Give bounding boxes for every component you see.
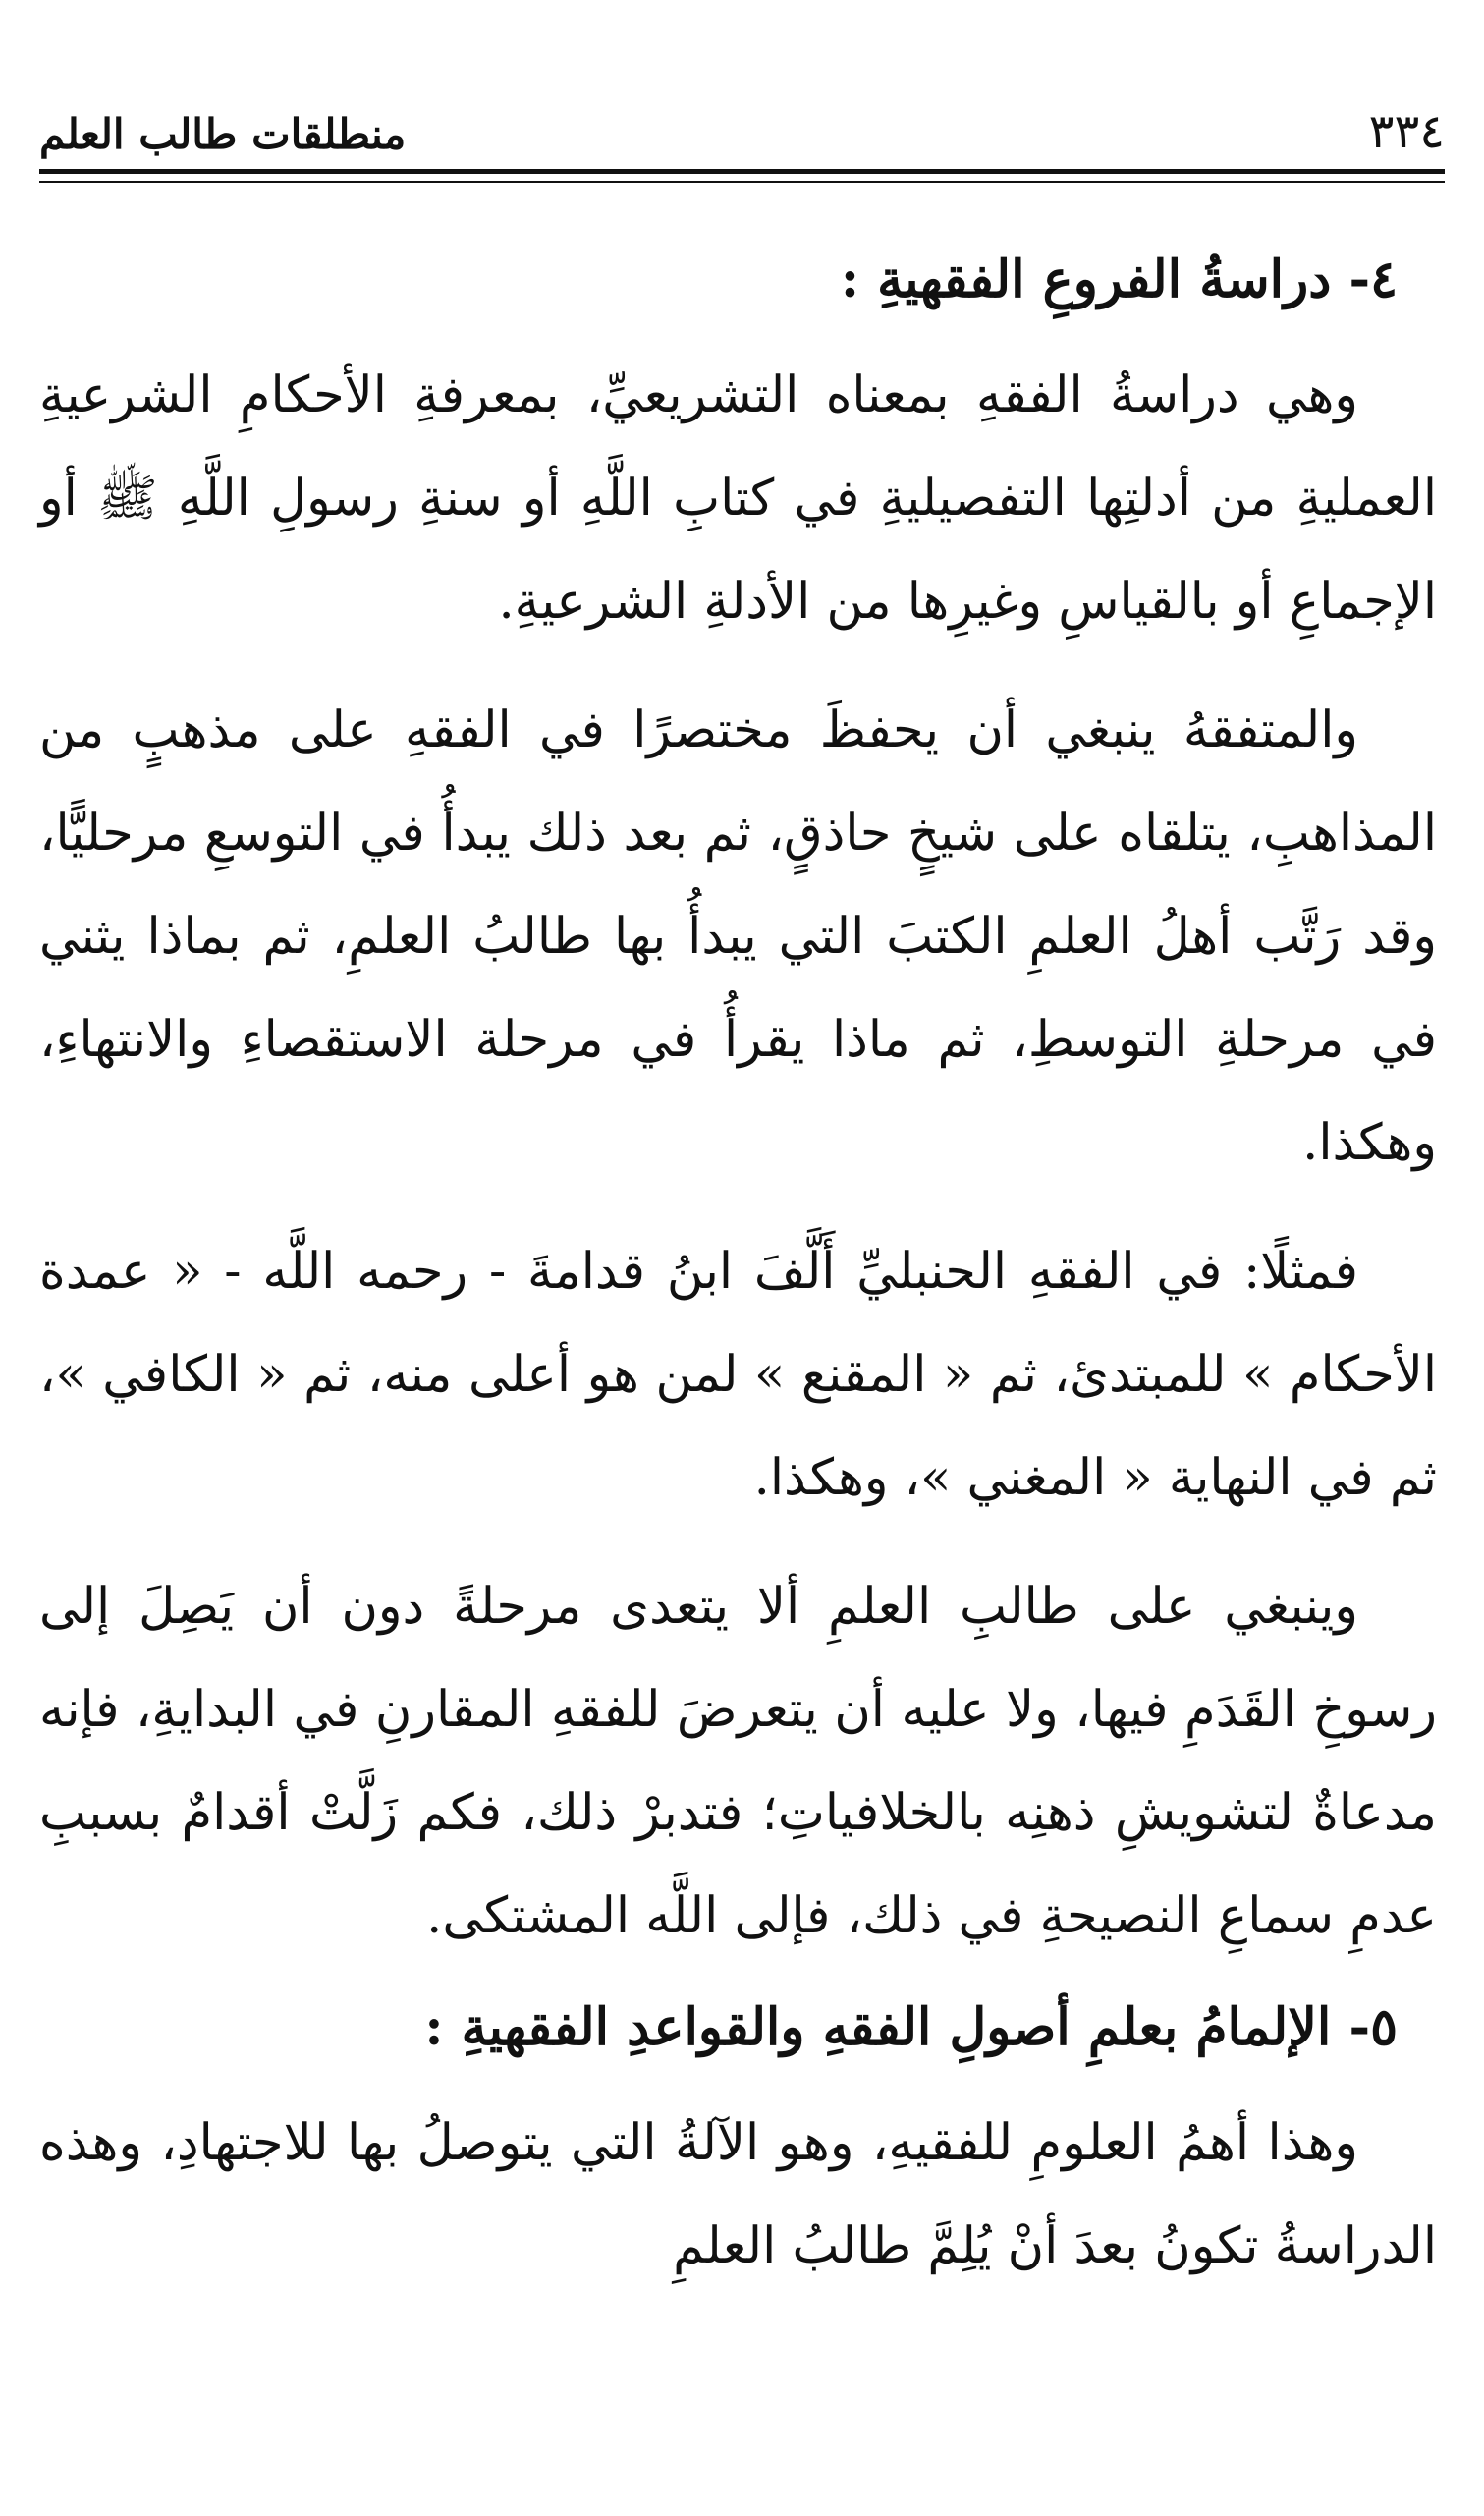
running-title: منطلقات طالب العلم [39, 110, 407, 158]
section-heading: ٤- دراسةُ الفروعِ الفقهيةِ : [840, 250, 1398, 309]
page-number: ٣٣٤ [1368, 104, 1445, 159]
paragraph: وهذا أهمُ العلومِ للفقيهِ، وهو الآلةُ التي يتوصلُ بها للاجتهادِ، وهذه الدراسةُ تكونُ بعدَ أنْ يُلِمَّ طالبُ العلمِ [39, 2114, 1437, 2275]
paragraph: وهي دراسةُ الفقهِ بمعناه التشريعيِّ، بمعرفةِ الأحكامِ الشرعيةِ العمليةِ من أدلتِها التفصيليةِ في كتابِ اللَّهِ أو سنةِ رسولِ اللَّهِ ﷺ أو الإجماعِ أو بالقياسِ وغيرِها من الأدلةِ الشرعيةِ. [39, 366, 1437, 631]
page-header [39, 98, 1445, 167]
body-text [39, 246, 1437, 2323]
header-rule-thick [39, 169, 1445, 174]
paragraph: فمثلًا: في الفقهِ الحنبليِّ أَلَّفَ ابنُ قدامةَ - رحمه اللَّه - « عمدة الأحكام » للمبتدئ، ثم « المقنع » لمن هو أعلى منه، ثم « الكافي »، ثم في النهاية « المغني »، وهكذا. [39, 1243, 1437, 1507]
section-fiqh-branches [39, 246, 1437, 1968]
section-heading: ٥- الإلمامُ بعلمِ أصولِ الفقهِ والقواعدِ الفقهيةِ : [424, 1997, 1398, 2057]
header-rule-thin [39, 181, 1445, 183]
section-usul-al-fiqh [39, 1993, 1437, 2298]
paragraph: والمتفقهُ ينبغي أن يحفظَ مختصرًا في الفقهِ على مذهبٍ من المذاهبِ، يتلقاه على شيخٍ حاذقٍ، ثم بعد ذلك يبدأُ في التوسعِ مرحليًّا، وقد رَتَّب أهلُ العلمِ الكتبَ التي يبدأُ بها طالبُ العلمِ، ثم بماذا يثني في مرحلةِ التوسطِ، ثم ماذا يقرأُ في مرحلة الاستقصاءِ والانتهاءِ، وهكذا. [39, 701, 1437, 1172]
paragraph: وينبغي على طالبِ العلمِ ألا يتعدى مرحلةً دون أن يَصِلَ إلى رسوخِ القَدَمِ فيها، ولا عليه أن يتعرضَ للفقهِ المقارنِ في البدايةِ، فإنه مدعاةٌ لتشويشِ ذهنِه بالخلافياتِ؛ فتدبرْ ذلك، فكم زَلَّتْ أقدامٌ بسببِ عدمِ سماعِ النصيحةِ في ذلك، فإلى اللَّه المشتكى. [39, 1578, 1437, 1945]
